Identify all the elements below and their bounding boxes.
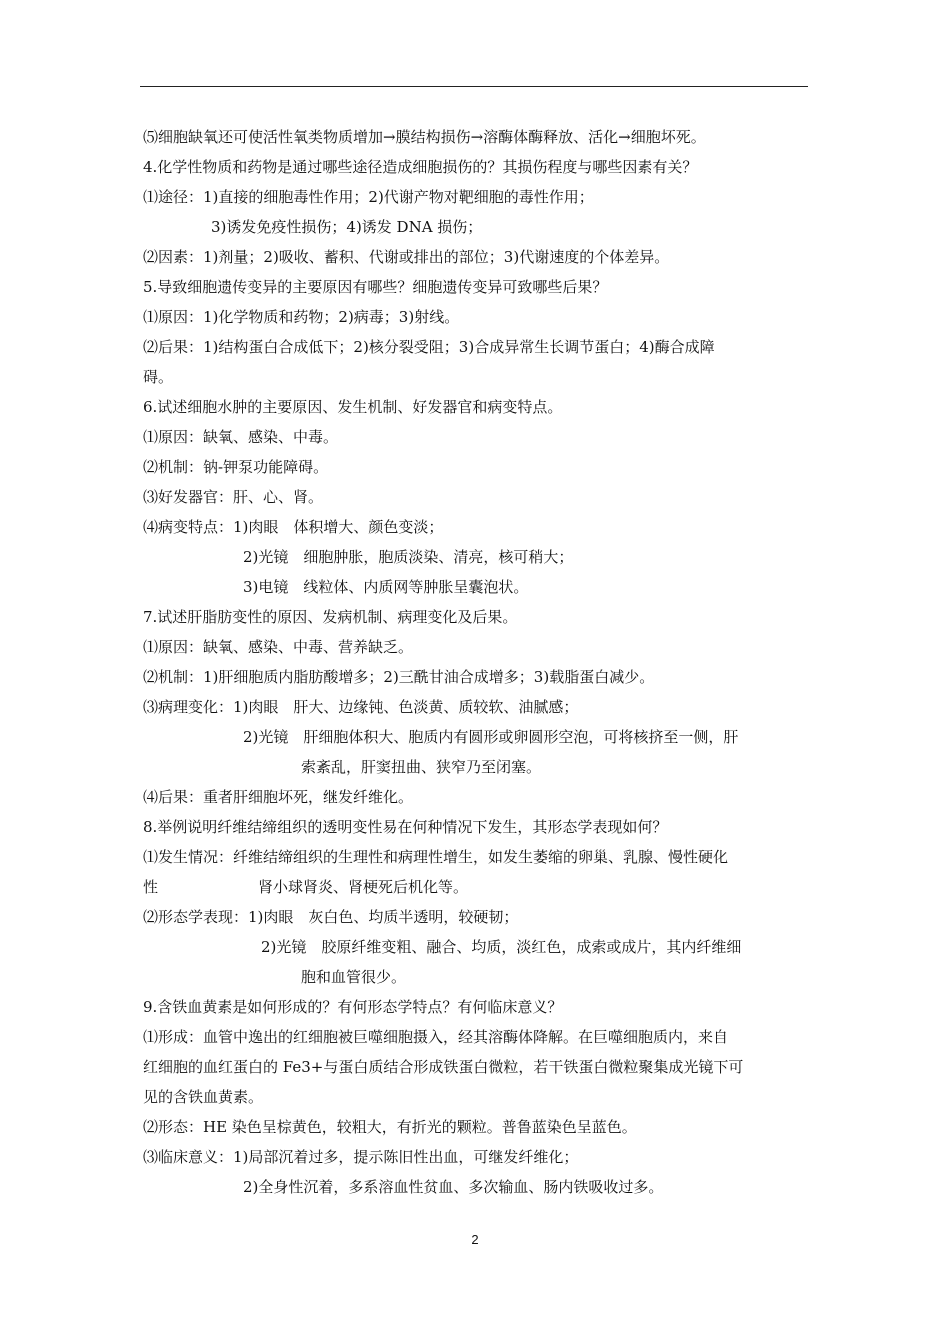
text-line: 3)诱发免疫性损伤；4)诱发 DNA 损伤； bbox=[211, 218, 483, 236]
text-line: ⑵形态：HE 染色呈棕黄色，较粗大，有折光的颗粒。普鲁蓝染色呈蓝色。 bbox=[143, 1118, 637, 1136]
question-heading: 4.化学性物质和药物是通过哪些途径造成细胞损伤的？其损伤程度与哪些因素有关？ bbox=[143, 158, 698, 176]
text-fragment: 性 bbox=[143, 878, 159, 896]
text-line: 见的含铁血黄素。 bbox=[143, 1088, 264, 1106]
text-line: 2)全身性沉着，多系溶血性贫血、多次输血、肠内铁吸收过多。 bbox=[243, 1178, 664, 1196]
question-heading: 7.试述肝脂肪变性的原因、发病机制、病理变化及后果。 bbox=[143, 608, 518, 626]
text-line: ⑵后果：1)结构蛋白合成低下；2)核分裂受阻；3)合成异常生长调节蛋白；4)酶合成障 bbox=[143, 338, 715, 356]
question-heading: 8.举例说明纤维结缔组织的透明变性易在何种情况下发生，其形态学表现如何？ bbox=[143, 818, 668, 836]
text-line: ⑴形成：血管中逸出的红细胞被巨噬细胞摄入，经其溶酶体降解。在巨噬细胞质内，来自 bbox=[143, 1028, 729, 1046]
text-line: ⑴原因：缺氧、感染、中毒。 bbox=[143, 428, 339, 446]
question-heading: 6.试述细胞水肿的主要原因、发生机制、好发器官和病变特点。 bbox=[143, 398, 563, 416]
text-line: ⑵机制：1)肝细胞质内脂肪酸增多；2)三酰甘油合成增多；3)载脂蛋白减少。 bbox=[143, 668, 655, 686]
text-fragment: 肾小球肾炎、肾梗死后机化等。 bbox=[258, 878, 469, 896]
text-line: ⑶好发器官：肝、心、肾。 bbox=[143, 488, 324, 506]
text-line: 3)电镜 线粒体、内质网等肿胀呈囊泡状。 bbox=[243, 578, 529, 596]
text-line: 2)光镜 胶原纤维变粗、融合、均质，淡红色，成索或成片，其内纤维细 bbox=[261, 938, 742, 956]
text-line: ⑶临床意义：1)局部沉着过多，提示陈旧性出血，可继发纤维化； bbox=[143, 1148, 579, 1166]
text-line: ⑵形态学表现：1)肉眼 灰白色、均质半透明，较硬韧； bbox=[143, 908, 519, 926]
text-line: ⑵因素：1)剂量；2)吸收、蓄积、代谢或排出的部位；3)代谢速度的个体差异。 bbox=[143, 248, 670, 266]
text-line: ⑸细胞缺氧还可使活性氧类物质增加→膜结构损伤→溶酶体酶释放、活化→细胞坏死。 bbox=[143, 128, 706, 146]
text-line: 索紊乱，肝窦扭曲、狭窄乃至闭塞。 bbox=[301, 758, 542, 776]
text-line: ⑴发生情况：纤维结缔组织的生理性和病理性增生，如发生萎缩的卵巢、乳腺、慢性硬化 bbox=[143, 848, 729, 866]
question-heading: 9.含铁血黄素是如何形成的？有何形态学特点？有何临床意义？ bbox=[143, 998, 563, 1016]
text-line: 2)光镜 肝细胞体积大、胞质内有圆形或卵圆形空泡，可将核挤至一侧，肝 bbox=[243, 728, 739, 746]
text-line: ⑴途径：1)直接的细胞毒性作用；2)代谢产物对靶细胞的毒性作用； bbox=[143, 188, 594, 206]
page-content bbox=[143, 122, 807, 1202]
text-line: 2)光镜 细胞肿胀，胞质淡染、清亮，核可稍大； bbox=[243, 548, 574, 566]
text-line: ⑴原因：1)化学物质和药物；2)病毒；3)射线。 bbox=[143, 308, 460, 326]
text-line: ⑷病变特点：1)肉眼 体积增大、颜色变淡； bbox=[143, 518, 444, 536]
text-line: ⑷后果：重者肝细胞坏死，继发纤维化。 bbox=[143, 788, 414, 806]
question-heading: 5.导致细胞遗传变异的主要原因有哪些？细胞遗传变异可致哪些后果？ bbox=[143, 278, 608, 296]
text-line: ⑶病理变化：1)肉眼 肝大、边缘钝、色淡黄、质较软、油腻感； bbox=[143, 698, 579, 716]
text-line: 碍。 bbox=[143, 368, 174, 386]
text-line: ⑴原因：缺氧、感染、中毒、营养缺乏。 bbox=[143, 638, 414, 656]
text-line: 胞和血管很少。 bbox=[301, 968, 407, 986]
text-line: 红细胞的血红蛋白的 Fe3+与蛋白质结合形成铁蛋白微粒，若干铁蛋白微粒聚集成光镜下可 bbox=[143, 1058, 744, 1076]
header-rule bbox=[140, 86, 808, 87]
page-number: 2 bbox=[471, 1232, 479, 1247]
text-line: ⑵机制：钠-钾泵功能障碍。 bbox=[143, 458, 329, 476]
text-line bbox=[143, 872, 807, 902]
